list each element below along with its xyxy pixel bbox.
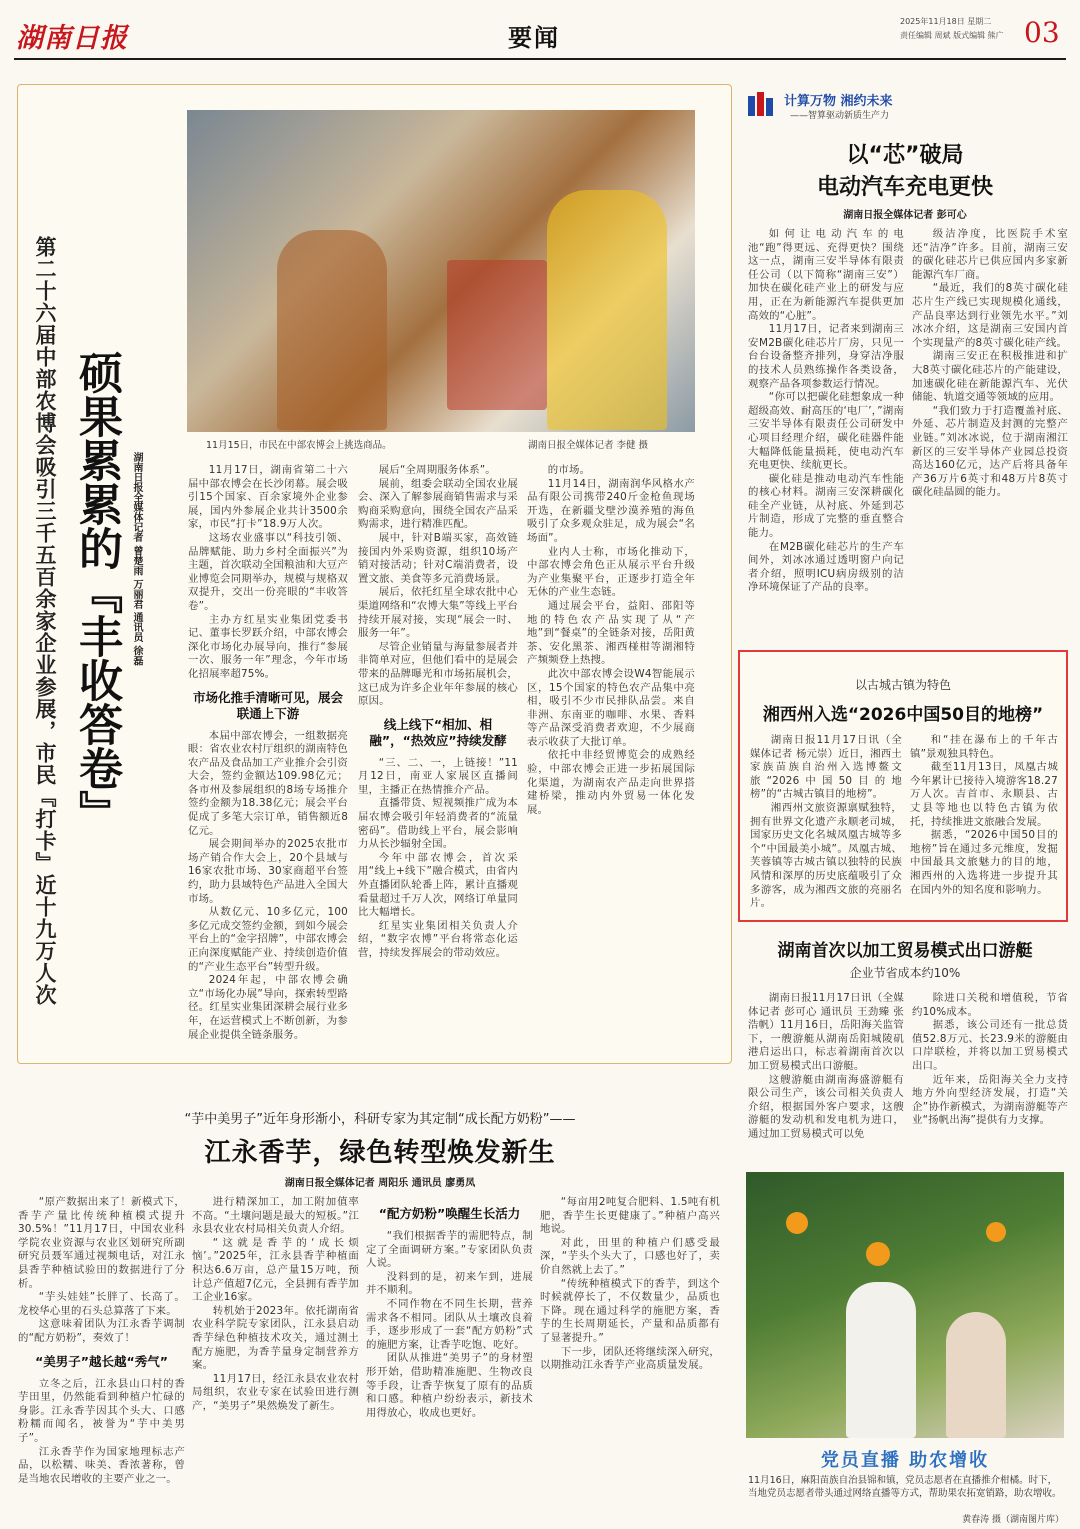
photo-shape-orange — [786, 1212, 808, 1234]
paragraph: 11月17日，经江永县农业农村局组织，农业专家在试验田进行测产，“美男子”果然焕发了新生。 — [192, 1372, 359, 1412]
paragraph: 级洁净度，比医院手术室还“洁净”许多。目前，湖南三安的碳化硅芯片已供应国内多家新能源汽车厂商。 — [912, 228, 1068, 281]
livestream-caption: 11月16日，麻阳苗族自治县锦和镇，党员志愿者在直播推介柑橘。时下，当地党员志愿者带头通过网络直播等方式，帮助果农拓宽销路，助农增收。 — [748, 1475, 1062, 1499]
paragraph: 这意味着团队为江永香芋调制的“配方奶粉”，奏效了！ — [18, 1318, 185, 1344]
paragraph: 11月17日，记者来到湖南三安M2B碳化硅芯片厂房，只见一台台设备整齐排列，身穿洁净服的技术人员熟练操作各类设备，观察产品各项参数运行情况。 — [748, 323, 904, 390]
left-story-col1 — [188, 464, 348, 1054]
photo-livestream-oranges — [746, 1172, 1064, 1438]
photo-shape-person — [946, 1312, 1006, 1438]
paragraph: 此次中部农博会设W4智能展示区，15个国家的特色农产品集中亮相，吸引不少市民排队品尝。来自非洲、东南亚的咖啡、水果、香料等产品深受消费者欢迎，不少展商表示收获了大批订单。 — [527, 667, 695, 748]
paragraph: 主办方红星实业集团党委书记、董事长罗跃介绍，中部农博会深化市场化办展导向，推行“参展一次、服务一年”理念，今年市场化招展率超75%。 — [188, 613, 348, 680]
paragraph: 如何让电动汽车的电池“跑”得更远、充得更快？围绕这一点，湖南三安半导体有限责任公司（以下简称“湖南三安”）加快在碳化硅产业上的研发与应用，正在为新能源汽车提供更加高效的“心脏”。 — [748, 228, 904, 322]
paragraph: 依托中非经贸博览会的成熟经验，中部农博会正进一步拓展国际化渠道，为湖南农产品走向世界搭建桥梁，推动内外贸易一体化发展。 — [527, 749, 695, 816]
subheading-formula: “配方奶粉”唤醒生长活力 — [378, 1206, 521, 1221]
photo-shape-stall — [447, 260, 547, 410]
paragraph: 红星实业集团相关负责人介绍，“数字农博”平台将常态化运营，持续发挥展会的带动效应。 — [358, 919, 518, 959]
paragraph: 湘西州文旅资源禀赋独特，拥有世界文化遗产永顺老司城，国家历史文化名城凤凰古城等多个“中国最美小城”。凤凰古城、芙蓉镇等古城古镇以独特的民族风情和深厚的历史底蕴吸引了众多游客，成为湘西文旅的亮丽名片。 — [750, 801, 902, 910]
paragraph: 尽管企业销量与海量参展者并非简单对应，但他们看中的是展会带来的品牌曝光和市场拓展机会，这已成为许多企业年年参展的核心原因。 — [358, 640, 518, 708]
paragraph: 本届中部农博会，一组数据亮眼：省农业农村厅组织的湖南特色农产品及食品加工产业推介会引资大会，签约金额达109.98亿元；各市州及参展组织的8场专场推介签约金额为18.38亿元；展会平台促成了多笔大宗订单，销售额近8亿元。 — [188, 729, 348, 837]
brand-slogan: 计算万物 湘约未来 — [784, 94, 893, 109]
story-byline: 湖南日报全媒体记者 曾楚雨 万丽君 通讯员 徐磊 — [131, 452, 142, 666]
paragraph: “我们根据香芋的需肥特点，制定了全面调研方案。”专家团队负责人说。 — [366, 1230, 533, 1270]
taro-col3 — [366, 1196, 533, 1524]
photo-shape-orange — [866, 1242, 890, 1266]
chip-story-col2 — [912, 228, 1068, 640]
paragraph: 近年来，岳阳海关全力支持地方外向型经济发展，打造“关企”协作新模式，为湖南游艇等产业“扬帆出海”提供有力支撑。 — [912, 1073, 1068, 1127]
paragraph: 对此，田里的种植户们感受最深，“芋头个头大了，口感也好了，卖价自然就上去了。” — [540, 1236, 720, 1276]
taro-col4 — [540, 1196, 720, 1524]
paragraph: 展中，针对B端买家，高效链接国内外采购资源，组织10场产销对接活动；针对C端消费者，设置文旅、美食等多元消费场景。 — [358, 531, 518, 585]
paragraph: 11月14日，湖南润华风格水产品有限公司携带240斤金枪鱼现场开选，在新疆戈壁沙漠养殖的海鱼吸引了众多观众驻足，成为展会“名场面”。 — [527, 477, 695, 544]
paragraph: 通过展会平台，益阳、邵阳等地的特色农产品实现了从“产地”到“餐桌”的全链条对接，岳阳黄茶、安化黑茶、湘西椪柑等湖湘特产频频登上热搜。 — [527, 599, 695, 667]
paragraph: 转机始于2023年。依托湖南省农业科学院专家团队，江永县启动香芋绿色种植技术攻关，通过测土配方施肥，为香芋量身定制营养方案。 — [192, 1304, 359, 1372]
brand-logo-icon — [748, 92, 774, 116]
masthead-rule — [14, 58, 1066, 60]
paragraph: 业内人士称，市场化推动下，中部农博会角色正从展示平台升级为产业集聚平台，正逐步打造全年无休的产业生态链。 — [527, 545, 695, 599]
chip-story-col1 — [748, 228, 904, 640]
paragraph: “我们致力于打造覆盖衬底、外延、芯片制造及封测的完整产业链。”刘冰冰说，位于湖南湘江新区的三安半导体产业园总投资高达160亿元，达产后将具备年产36万片6英寸和48万片8英寸碳化硅晶圆的能力。 — [912, 404, 1068, 499]
paragraph: 下一步，团队还将继续深入研究，以期推动江永香芋产业高质量发展。 — [540, 1345, 720, 1372]
story-subhead: 第二十六届中部农博会吸引三千五百余家企业参展，市民『打卡』近十九万人次 — [33, 236, 57, 1006]
subheading-online: 线上线下“相加、相融”，“热效应”持续发酵 — [369, 716, 507, 748]
taro-col2 — [192, 1196, 359, 1524]
photo-shape-person — [547, 190, 667, 430]
xiangxi-col2 — [910, 734, 1058, 914]
yacht-headline: 湖南首次以加工贸易模式出口游艇 — [777, 941, 1033, 961]
paragraph: 在M2B碳化硅芯片的生产车间外，刘冰冰通过透明窗户向记者介绍，照明ICU病房级别的洁净环境保证了产品的良率。 — [748, 540, 904, 594]
photo-shape-orange — [986, 1222, 1006, 1242]
paragraph: 展后，依托红星全球农批中心渠道网络和“农博大集”等线上平台持续开展对接，实现“展会一时、服务一年”。 — [358, 586, 518, 640]
paragraph: 湖南日报11月17日讯（全媒体记者 杨元崇）近日，湘西土家族苗族自治州入选博鳌文旅“2026中国50目的地榜”的“古城古镇目的地榜”。 — [750, 734, 902, 801]
photo-caption: 11月15日，市民在中部农博会上挑选商品。 — [206, 440, 392, 451]
page-number: 03 — [1024, 16, 1060, 49]
livestream-title: 党员直播 助农增收 — [820, 1450, 990, 1471]
paragraph: 进行精深加工，加工附加值率不高。“土壤问题是最大的短板。”江永县农业农村局相关负责人介绍。 — [192, 1196, 359, 1236]
taro-byline: 湖南日报全媒体记者 周阳乐 通讯员 廖勇凤 — [284, 1178, 476, 1189]
paragraph: “芋头娃娃”长胖了、长高了。龙校华心里的石头总算落了下来。 — [18, 1291, 185, 1317]
yacht-col1 — [748, 992, 904, 1142]
paragraph: 江永香芋作为国家地理标志产品，以松糯、味美、香浓著称，曾是当地农民增收的主要产业之一。 — [18, 1445, 185, 1485]
newspaper-logo: 湖南日报 — [16, 23, 128, 54]
taro-headline: 江永香芋，绿色转型焕发新生 — [204, 1138, 556, 1168]
paragraph: “最近，我们的8英寸碳化硅芯片生产线已实现规模化通线，产品良率达到行业领先水平。”刘冰冰介绍，这是湖南三安国内首个实现量产的8英寸碳化硅产线。 — [912, 282, 1068, 349]
photo-shape-person2 — [277, 230, 387, 430]
paragraph: 截至11月13日，凤凰古城今年累计已接待入境游客18.27万人次。吉首市、永顺县、古丈县等地也以特色古镇为依托，持续推进文旅融合发展。 — [910, 761, 1058, 828]
left-story-col2 — [358, 464, 518, 1054]
xiangxi-headline: 湘西州入选“2026中国50目的地榜” — [762, 705, 1044, 725]
chip-headline-1: 以“芯”破局 — [846, 143, 964, 168]
paragraph: “你可以把碳化硅想象成一种超级高效、耐高压的‘电厂’，”湖南三安半导体有限责任公司研发中心项目经理介绍，碳化硅器件能大幅降低能量损耗，使电动汽车充电更快、续航更长。 — [748, 391, 904, 472]
livestream-credit: 黄春涛 摄（湖南图片库） — [962, 1515, 1064, 1525]
paragraph: 没料到的是，初来乍到，进展并不顺利。 — [366, 1270, 533, 1297]
paragraph: 展会期间举办的2025农批市场产销合作大会上，20个县域与16家农批市场、30家商超平台签约，助力县域特色产品进入全国大市场。 — [188, 838, 348, 905]
photo-credit: 湖南日报全媒体记者 李健 摄 — [528, 440, 649, 451]
paragraph: 湖南三安正在积极推进和扩大8英寸碳化硅芯片的产能建设，加速碳化硅在新能源汽车、光伏储能、轨道交通等领域的应用。 — [912, 350, 1068, 404]
paragraph: 从数亿元、10多亿元，100多亿元成交签约金额，到如今展会平台上的“金字招牌”，中部农博会正向深度赋能产业、持续创造价值的“产业生态平台”转型升级。 — [188, 906, 348, 973]
paragraph: 立冬之后，江永县山口村的香芋田里，仍然能看到种植户忙碌的身影。江永香芋因其个头大、口感粉糯而闻名，被誉为“芋中美男子”。 — [18, 1377, 185, 1444]
story-headline: 硕果累累的『丰收答卷』 — [71, 350, 122, 834]
paragraph: “原产数据出来了！新模式下，香芋产量比传统种植模式提升30.5%！”11月17日，中国农业科学院农业资源与农业区划研究所副研究员聂军通过视频电话，对江永县香芋种植试验田的数据进行了分析。 — [18, 1196, 185, 1290]
photo-expo-shoppers — [187, 110, 695, 432]
paragraph: 据悉，“2026中国50目的地榜”旨在通过多元维度，发掘中国最具文旅魅力的目的地，湘西州的入选将进一步提升其在国内外的知名度和影响力。 — [910, 829, 1058, 896]
chip-byline: 湖南日报全媒体记者 彭可心 — [843, 210, 967, 221]
section-name: 要闻 — [508, 23, 560, 52]
brand-subslogan: ——智算驱动新质生产力 — [790, 111, 890, 121]
paragraph: “三、二、一，上链接！”11月12日，南亚人家展区直播间里，主播正在热情推介产品。 — [358, 756, 518, 796]
masthead — [0, 0, 1080, 64]
taro-col1 — [18, 1196, 185, 1524]
paragraph: 不同作物在不同生长期，营养需求各不相同。团队从土壤改良着手，逐步形成了一套“配方奶粉”式的施肥方案，让香芋吃饱、吃好。 — [366, 1297, 533, 1351]
paragraph: “每亩用2吨复合肥料、1.5吨有机肥，香芋生长更健康了。”种植户高兴地说。 — [540, 1196, 720, 1236]
yacht-col2 — [912, 992, 1068, 1142]
subheading-handsome: “美男子”越长越“秀气” — [35, 1353, 168, 1369]
paragraph: 直播带货、短视频推广成为本届农博会吸引年轻消费者的“流量密码”。借助线上平台，展会影响力从长沙辐射全国。 — [358, 797, 518, 851]
paragraph: “传统种植模式下的香芋，到这个时候就停长了，不仅数量少，品质也下降。现在通过科学的施肥方案，香芋的生长周期延长，产量和品质都有了显著提升。” — [540, 1277, 720, 1344]
photo-shape-person — [846, 1282, 916, 1438]
issue-date: 2025年11月18日 星期二 — [900, 17, 992, 26]
taro-kicker: “芋中美男子”近年身形渐小，科研专家为其定制“成长配方奶粉”—— — [184, 1112, 576, 1127]
paragraph: 的市场。 — [547, 464, 591, 476]
chip-headline-2: 电动汽车充电更快 — [816, 175, 993, 200]
paragraph: 据悉，该公司还有一批总货值52.8万元、长23.9米的游艇由口岸联检，并将以加工贸易模式出口。 — [912, 1019, 1068, 1072]
paragraph: 和“挂在瀑布上的千年古镇”景观独具特色。 — [910, 734, 1058, 760]
paragraph: 这场农业盛事以“科技引领、品牌赋能、助力乡村全面振兴”为主题，首次联动全国粮油和大豆产业博览会同期举办，规模与规格双双提升，交出一份亮眼的“丰收答卷”。 — [188, 531, 348, 612]
paragraph: 这艘游艇由湖南海盛游艇有限公司生产，该公司相关负责人介绍，根据国外客户要求，这艘游艇的发动机和发电机为进口，通过加工贸易模式可以免 — [748, 1073, 904, 1140]
paragraph: 湖南日报11月17日讯（全媒体记者 彭可心 通讯员 王劲臻 张浩帆）11月16日，岳阳海关监管下，一艘游艇从湖南岳阳城陵矶港启运出口，标志着湖南首次以加工贸易模式出口游艇。 — [748, 992, 904, 1072]
paragraph: 2024年起，中部农博会确立“市场化办展”导向，探索转型路径。红星实业集团深耕会展行业多年，在运营模式上不断创新，为参展企业提供全链条服务。 — [188, 974, 348, 1041]
issue-editors: 责任编辑 周斌 版式编辑 熊广 — [900, 31, 1004, 40]
paragraph: “这就是香芋的‘成长烦恼’。”2025年，江永县香芋种植面积达6.6万亩，总产量15万吨，预计总产值超7亿元，全县拥有香芋加工企业16家。 — [192, 1236, 359, 1304]
paragraph: 11月17日，湖南省第二十六届中部农博会在长沙闭幕。展会吸引15个国家、百余家境外企业参展，国内外参展企业共计3500余家，市民“打卡”18.9万人次。 — [188, 464, 348, 531]
left-story-col3 — [527, 464, 695, 1054]
paragraph: 团队从推进“美男子”的身材塑形开始，借助精准施肥、生物改良等手段，让香芋恢复了原有的品质和口感。种植户纷纷表示，新技术用得放心，收成也更好。 — [366, 1352, 533, 1419]
xiangxi-col1 — [750, 734, 902, 914]
subheading-market: 市场化推手清晰可见，展会联通上下游 — [192, 689, 343, 721]
paragraph: 展前，组委会联动全国农业展会、深入了解参展商销售需求与采购商采购意向，围绕全国农产品采购需求，进行精准匹配。 — [358, 477, 518, 531]
paragraph: 展后“全周期服务体系”。 — [378, 464, 496, 476]
paragraph: 除进口关税和增值税，节省约10%成本。 — [912, 992, 1068, 1018]
yacht-subhead: 企业节省成本约10% — [849, 966, 961, 980]
paragraph: 碳化硅是推动电动汽车性能的核心材料。湖南三安深耕碳化硅全产业链，从衬底、外延到芯片制造，形成了完整的垂直整合能力。 — [748, 472, 904, 540]
paragraph: 今年中部农博会，首次采用“线上+线下”融合模式，由省内外直播团队轮番上阵，累计直播观看量超过千万人次，网络订单量同比大幅增长。 — [358, 851, 518, 919]
xiangxi-kicker: 以古城古镇为特色 — [854, 678, 951, 692]
